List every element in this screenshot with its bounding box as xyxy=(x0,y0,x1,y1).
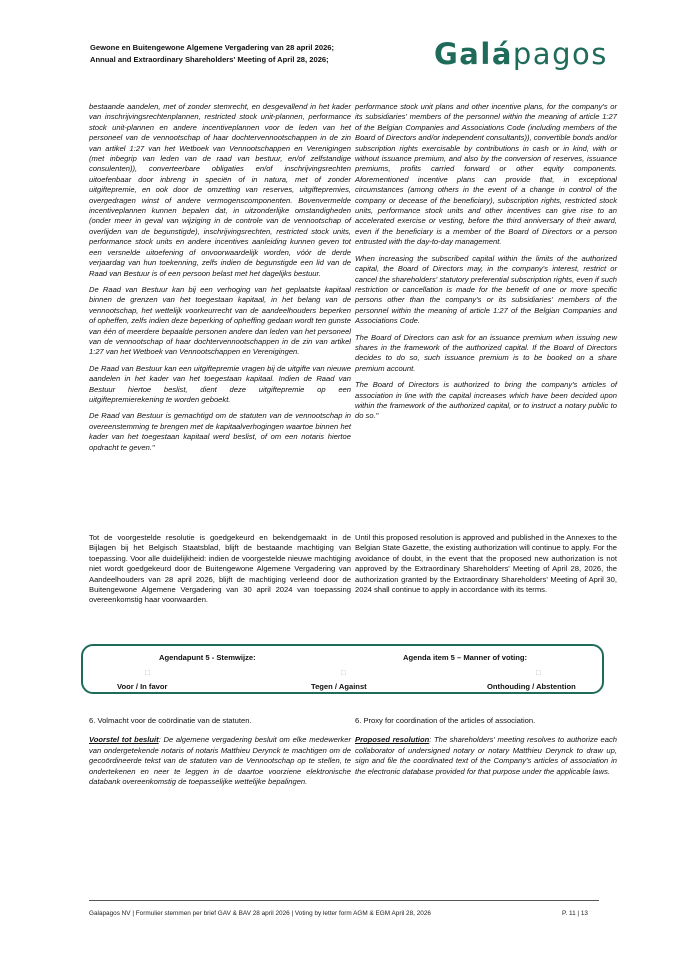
left-quote-paragraph-4: De Raad van Bestuur is gemachtigd om de statuten van de vennootschap in overeenstemming te brengen met de kapitaalverhogingen waartoe binnen het kader van het toegestaan kapitaal werd beslist, of om een notaris hiertoe opdracht te geven." xyxy=(89,411,351,452)
page-number: P. 11 | 13 xyxy=(562,910,588,917)
item-6-resolution-en xyxy=(355,735,617,777)
footer-text: Galapagos NV | Formulier stemmen per brief GAV & BAV 28 april 2026 | Voting by letter form AGM & EGM April 28, 2026 xyxy=(89,910,431,917)
proposal-label-nl: Voorstel tot besluit xyxy=(89,735,159,745)
left-quote-paragraph-1: bestaande aandelen, met of zonder stemrecht, en desgevallend in het kader van inschrijvingsrechtenplannen, restricted stock unit-plannen, performance stock unit-plannen en andere incentiveplannen voor de leden van het personeel van de vennootschap of haar dochtervennootschappen in de zin van artikel 1:27 van het Wetboek van Vennootschappen en Verenigingen (met inbegrip van leden van de raad van bestuur, en/of zelfstandige consulenten)), converteerbare obligaties en/of inschrijvingsrechten uitoefenbaar door inbreng in speciën of in natura, met of zonder uitgiftepremie, en ook door de omzetting van reserves, uitgiftepremies, overgedragen winst of andere vermogenscomponenten. Bovenvermelde incentiveplannen kunnen bepalen dat, in uitzonderlijke omstandigheden (onder meer in geval van wijziging in de controle van de vennootschap of overlijden van de begunstigde), inschrijvingsrechten, restricted stock units, performance stock units en andere incentives aanleiding kunnen geven tot een versnelde uitoefening of onvoorwaardelijk worden, vóór de derde verjaardag van hun toekenning, zelfs indien de begunstigde een lid van de Raad van Bestuur is of een persoon belast met het dagelijks bestuur. xyxy=(89,102,351,278)
left-quoted-text xyxy=(89,102,351,459)
footer-divider xyxy=(89,900,599,901)
galapagos-logo xyxy=(434,34,608,74)
checkbox-against[interactable]: □ xyxy=(341,668,346,677)
right-quote-paragraph-4: The Board of Directors is authorized to bring the company's articles of association in line with the capital increases which have been decided upon within the framework of the authorized capital, or to instruct a notary public to do so." xyxy=(355,380,617,421)
header-title-en: Annual and Extraordinary Shareholders' Meeting of April 28, 2026; xyxy=(90,55,329,64)
proposal-text-en: : The shareholders' meeting resolves to authorize each collaborator of undersigned notary or notary Matthieu Derynck to draw up, sign and file the coordinated text of the Company's articles of association in the electronic database provided for that purpose under the applicable laws. xyxy=(355,735,617,776)
proposal-label-en: Proposed resolution xyxy=(355,735,430,745)
item-6-title-nl: 6. Volmacht voor de coördinatie van de statuten. xyxy=(89,716,252,725)
right-quoted-text xyxy=(355,102,617,428)
logo-part-bold: Galá xyxy=(434,37,513,71)
item-6-resolution-nl xyxy=(89,735,351,787)
left-quote-paragraph-2: De Raad van Bestuur kan bij een verhoging van het geplaatste kapitaal binnen de grenzen van het toegestaan kapitaal, in het belang van de vennootschap, het wettelijk voorkeurrecht van de aandeelhouders beperken of opheffen, zelfs indien deze beperking of opheffing gedaan wordt ten gunste van één of meerdere bepaalde personen andere dan leden van het personeel van de vennootschap of haar dochtervennootschappen in de zin van artikel 1:27 van het Wetboek van Vennootschappen en Verenigingen. xyxy=(89,284,351,357)
item-6-nl xyxy=(89,716,351,793)
right-transition-text xyxy=(355,533,617,601)
voting-box-item-5 xyxy=(81,644,604,694)
option-against-label: Tegen / Against xyxy=(311,682,367,691)
right-transition-paragraph: Until this proposed resolution is approved and published in the Annexes to the Belgian State Gazette, the existing authorization will continue to apply. For the avoidance of doubt, in the event that the proposed new authorization is not approved by the Extraordinary Shareholders' Meeting of April 28, 2026, the authorization granted by the Extraordinary Shareholders' Meeting of April 30, 2024 shall continue to apply in accordance with its terms. xyxy=(355,533,617,595)
header-title-nl: Gewone en Buitengewone Algemene Vergadering van 28 april 2026; xyxy=(90,43,335,52)
item-6-title-en: 6. Proxy for coordination of the articles of association. xyxy=(355,716,536,725)
checkbox-for[interactable]: □ xyxy=(145,668,150,677)
left-transition-paragraph: Tot de voorgestelde resolutie is goedgekeurd en bekendgemaakt in de Bijlagen bij het Belgisch Staatsblad, blijft de bestaande machtiging van toepassing. Voor alle duidelijkheid: indien de voorgestelde nieuwe machtiging niet wordt goedgekeurd door de Buitengewone Algemene Vergadering van Aandeelhouders van 28 april 2026, blijft de machtiging verleend door de Buitengewone Algemene Vergadering van 30 april 2024 van toepassing overeenkomstig haar voorwaarden. xyxy=(89,533,351,605)
document-header xyxy=(90,42,410,66)
option-abstain-label: Onthouding / Abstention xyxy=(487,682,576,691)
vote-header-en: Agenda item 5 – Manner of voting: xyxy=(403,653,528,662)
option-for-label: Voor / In favor xyxy=(117,682,168,691)
left-quote-paragraph-3: De Raad van Bestuur kan een uitgiftepremie vragen bij de uitgifte van nieuwe aandelen in het kader van het toegestaan kapitaal. Indien de Raad van Bestuur hiertoe beslist, dient deze uitgiftepremie op een uitgiftepremierekening te worden geboekt. xyxy=(89,363,351,404)
right-quote-paragraph-3: The Board of Directors can ask for an issuance premium when issuing new shares in the framework of the authorized capital. If the Board of Directors decides to do so, such issuance premium is to be booked on a share premium account. xyxy=(355,332,617,373)
right-quote-paragraph-1: performance stock unit plans and other incentive plans, for the company's or its subsidiaries' members of the personnel within the meaning of article 1:27 of the Belgian Companies and Associations Code (including members of the Board of Directors and/or independent consultants)), convertible bonds and/or subscription rights exercisable by contributions in cash or in kind, with or without issuance premium, and also by the conversion of reserves, issuance premiums, profits carried forward or other equity components. Aforementioned incentive plans can provide that, in exceptional circumstances (among others in the event of a change in control of the company or decease of the beneficiary), subscription rights, restricted stock units, performance stock units and other incentives can give rise to an accelerated exercise or vesting, before the third anniversary of their award, even if the beneficiary is a member of the Board of Directors or a person entrusted with the day-to-day management. xyxy=(355,102,617,247)
item-6-en xyxy=(355,716,617,783)
checkbox-abstain[interactable]: □ xyxy=(536,668,541,677)
right-quote-paragraph-2: When increasing the subscribed capital within the limits of the authorized capital, the Board of Directors may, in the company's interest, restrict or cancel the shareholders' statutory preferential subscription rights, even if such restriction or cancellation is made for the benefit of one or more specific persons other than the company's or its subsidiaries' members of the personnel within the meaning of article 1:27 of the Belgian Companies and Associations Code. xyxy=(355,253,617,326)
left-transition-text xyxy=(89,533,351,612)
logo-part-light: pagos xyxy=(512,37,608,71)
proposal-text-nl: : De algemene vergadering besluit om elke medewerker van ondergetekende notaris of notaris Matthieu Derynck te machtigen om de gecoördineerde tekst van de statuten van de Vennootschap op te stellen, te ondertekenen en neer te leggen in de daartoe voorziene elektronische databank overeenkomstig de toepasselijke wettelijke bepalingen. xyxy=(89,735,351,787)
vote-header-nl: Agendapunt 5 - Stemwijze: xyxy=(159,653,256,662)
